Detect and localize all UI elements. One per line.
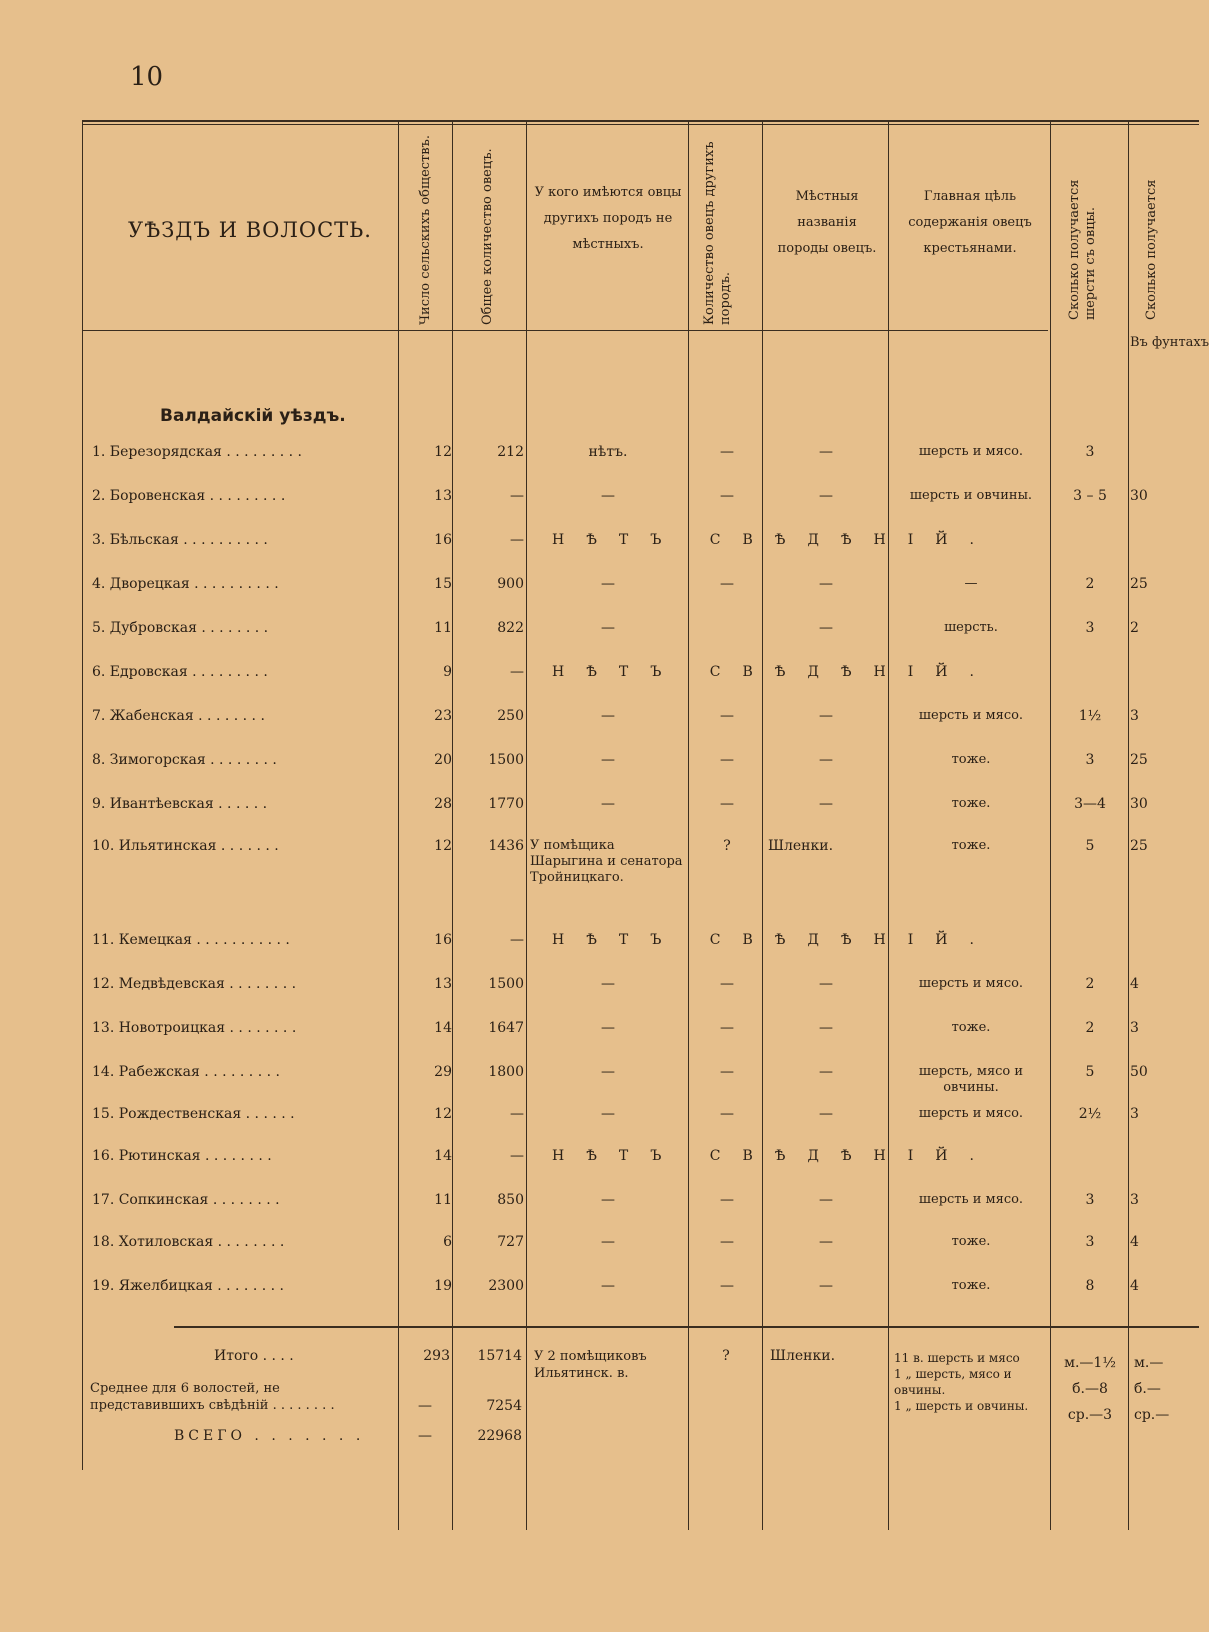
- main-goal-cell: шерсть и мясо.: [918, 976, 1024, 991]
- who-has-cell: —: [601, 1064, 615, 1080]
- total-sheep-cell: 2300: [488, 1278, 524, 1294]
- count-other-cell: —: [720, 752, 734, 768]
- wool-per-sheep-cell: 2: [1085, 976, 1095, 992]
- volost-name: 18. Хотиловская . . . . . . . .: [92, 1234, 285, 1250]
- itogo-wool-line: ср.—3: [1067, 1407, 1113, 1423]
- itogo-societies: 293: [423, 1348, 450, 1364]
- who-has-cell: —: [601, 1020, 615, 1036]
- wool-per-sheep-cell: 3: [1085, 1234, 1095, 1250]
- societies-cell: 12: [434, 1106, 452, 1122]
- volost-name: 3. Бѣльская . . . . . . . . . .: [92, 532, 268, 548]
- main-goal-cell: шерсть и овчины.: [909, 488, 1033, 503]
- table-top-rule: [82, 120, 1199, 122]
- wool-per-sheep-cell: 2: [1085, 576, 1095, 592]
- next-col-cell: 4: [1130, 1234, 1139, 1250]
- next-col-cell: 3: [1130, 708, 1139, 724]
- societies-cell: 11: [434, 620, 452, 636]
- societies-cell: 19: [434, 1278, 452, 1294]
- header-count-other: Количество овецъ другихъ породъ.: [702, 141, 733, 325]
- main-goal-cell: шерсть.: [944, 620, 998, 635]
- count-other-cell: —: [720, 1278, 734, 1294]
- main-goal-cell: шерсть и мясо.: [918, 708, 1024, 723]
- main-goal-cell: тоже.: [951, 838, 991, 853]
- who-has-cell: —: [601, 488, 615, 504]
- next-col-cell: 2: [1130, 620, 1139, 636]
- wool-per-sheep-cell: 3: [1085, 752, 1095, 768]
- volost-name: 16. Рютинская . . . . . . . .: [92, 1148, 272, 1164]
- volost-name: 13. Новотроицкая . . . . . . . .: [92, 1020, 297, 1036]
- total-sheep-cell: —: [510, 932, 524, 948]
- total-sheep-cell: 1436: [488, 838, 524, 854]
- table-row: [82, 1278, 1199, 1302]
- total-sheep-cell: 1770: [488, 796, 524, 812]
- itogo-local: Шленки.: [770, 1348, 836, 1364]
- header-uezd: УѢЗДЪ И ВОЛОСТЬ.: [128, 218, 372, 242]
- volost-name: 6. Едровская . . . . . . . . .: [92, 664, 268, 680]
- main-goal-cell: тоже.: [951, 752, 991, 767]
- table-row: [82, 1148, 1199, 1172]
- vsego-societies: —: [418, 1428, 432, 1444]
- header-bottom-rule: [82, 330, 1048, 331]
- total-sheep-cell: —: [510, 664, 524, 680]
- local-name-cell: —: [819, 1106, 833, 1122]
- header-societies: Число сельскихъ обществъ.: [418, 135, 433, 325]
- table-row: [82, 708, 1199, 732]
- wool-per-sheep-cell: 3: [1085, 1192, 1095, 1208]
- volost-name: 10. Ильятинская . . . . . . .: [92, 838, 279, 854]
- main-goal-cell: шерсть, мясо и овчины.: [918, 1064, 1024, 1095]
- societies-cell: 9: [443, 664, 452, 680]
- col-divider-5: [762, 120, 763, 1530]
- table-row: [82, 752, 1199, 776]
- itogo-edge-line: м.—: [1134, 1355, 1164, 1371]
- volost-name: 5. Дубровская . . . . . . . .: [92, 620, 269, 636]
- header-who-has: У кого имѣются овцы другихъ породъ не мѣстныхъ.: [534, 185, 682, 252]
- main-goal-cell: шерсть и мясо.: [918, 1106, 1024, 1121]
- total-sheep-cell: 1500: [488, 752, 524, 768]
- table-row: [82, 1106, 1199, 1130]
- next-col-cell: 25: [1130, 752, 1148, 768]
- no-data-cell: НѢТЪ СВѢДѢНІЙ.: [552, 1148, 996, 1164]
- wool-per-sheep-cell: 8: [1085, 1278, 1095, 1294]
- vsego-total: 22968: [477, 1428, 522, 1444]
- who-has-cell: —: [601, 796, 615, 812]
- no-data-cell: НѢТЪ СВѢДѢНІЙ.: [552, 932, 996, 948]
- itogo-goal-line: 1 „ шерсть, мясо и овчины.: [894, 1367, 1012, 1397]
- volost-name: 17. Сопкинская . . . . . . . .: [92, 1192, 280, 1208]
- itogo-wool-line: б.—8: [1072, 1381, 1108, 1397]
- vsego-label: ВСЕГО . . . . . . .: [174, 1428, 365, 1444]
- header-total-sheep: Общее количество овецъ.: [480, 148, 495, 325]
- societies-cell: 6: [443, 1234, 452, 1250]
- local-name-cell: —: [819, 444, 833, 460]
- volost-name: 14. Рабежская . . . . . . . . .: [92, 1064, 280, 1080]
- itogo-goal-line: 11 в. шерсть и мясо: [894, 1351, 1020, 1365]
- count-other-cell: —: [720, 1020, 734, 1036]
- volost-name: 8. Зимогорская . . . . . . . .: [92, 752, 277, 768]
- who-has-cell: —: [601, 1278, 615, 1294]
- local-name-cell: —: [819, 620, 833, 636]
- col-divider-3: [526, 120, 527, 1530]
- table-top-rule-thin: [82, 124, 1199, 125]
- page-number: 10: [130, 62, 164, 92]
- main-goal-cell: тоже.: [951, 1278, 991, 1293]
- table-row: [82, 664, 1199, 688]
- table-row: [82, 1192, 1199, 1216]
- count-other-cell: —: [720, 576, 734, 592]
- header-unit: Въ фунтахъ: [1130, 335, 1209, 350]
- local-name-cell: —: [819, 976, 833, 992]
- who-has-cell: —: [601, 620, 615, 636]
- itogo-goal: [894, 1350, 1046, 1414]
- volost-name: 2. Боровенская . . . . . . . . .: [92, 488, 286, 504]
- local-name-cell: —: [819, 488, 833, 504]
- table-row: [82, 444, 1199, 468]
- col-divider-6: [888, 120, 889, 1530]
- count-other-cell: —: [720, 1234, 734, 1250]
- total-sheep-cell: 1647: [488, 1020, 524, 1036]
- main-goal-cell: шерсть и мясо.: [918, 1192, 1024, 1207]
- total-sheep-cell: 822: [497, 620, 524, 636]
- wool-per-sheep-cell: 1½: [1078, 708, 1102, 724]
- total-sheep-cell: 850: [497, 1192, 524, 1208]
- wool-per-sheep-cell: 2½: [1078, 1106, 1102, 1122]
- next-col-cell: 4: [1130, 976, 1139, 992]
- count-other-cell: ?: [723, 838, 731, 854]
- col-divider-7: [1050, 120, 1051, 1530]
- count-other-cell: —: [720, 1106, 734, 1122]
- local-name-cell: —: [819, 708, 833, 724]
- who-has-cell: нѣтъ.: [588, 444, 628, 460]
- wool-per-sheep-cell: 3: [1085, 620, 1095, 636]
- who-has-cell: —: [601, 752, 615, 768]
- volost-name: 11. Кемецкая . . . . . . . . . . .: [92, 932, 290, 948]
- itogo-label: Итого . . . .: [214, 1348, 294, 1364]
- count-other-cell: —: [720, 1192, 734, 1208]
- volost-name: 15. Рождественская . . . . . .: [92, 1106, 295, 1122]
- next-col-cell: 30: [1130, 796, 1148, 812]
- local-name-cell: —: [819, 1278, 833, 1294]
- table-row: [82, 1020, 1199, 1044]
- total-sheep-cell: —: [510, 488, 524, 504]
- totals-rule: [174, 1326, 1199, 1328]
- table-row: [82, 796, 1199, 820]
- total-sheep-cell: 1500: [488, 976, 524, 992]
- total-sheep-cell: 250: [497, 708, 524, 724]
- societies-cell: 12: [434, 444, 452, 460]
- who-has-cell: —: [601, 1234, 615, 1250]
- itogo-edge: [1134, 1350, 1194, 1428]
- total-sheep-cell: —: [510, 1106, 524, 1122]
- itogo-wool-line: м.—1½: [1064, 1355, 1116, 1371]
- total-sheep-cell: —: [510, 1148, 524, 1164]
- itogo-who: У 2 помѣщиковъ Ильятинск. в.: [534, 1349, 647, 1381]
- societies-cell: 13: [434, 488, 452, 504]
- col-divider-4: [688, 120, 689, 1530]
- main-goal-cell: тоже.: [951, 1020, 991, 1035]
- table-row: [82, 532, 1199, 556]
- table-row: [82, 488, 1199, 512]
- col-divider-1: [398, 120, 399, 1530]
- wool-per-sheep-cell: 5: [1085, 838, 1095, 854]
- societies-cell: 12: [434, 838, 452, 854]
- societies-cell: 14: [434, 1148, 452, 1164]
- next-col-cell: 50: [1130, 1064, 1148, 1080]
- next-col-cell: 4: [1130, 1278, 1139, 1294]
- header-next-col: Сколько получается: [1144, 179, 1159, 320]
- header-wool-per-sheep: Сколько получается шерсти съ овцы.: [1067, 179, 1098, 320]
- main-goal-cell: тоже.: [951, 1234, 991, 1249]
- societies-cell: 20: [434, 752, 452, 768]
- header-local-names: Мѣстныя названія породы овецъ.: [777, 189, 877, 256]
- societies-cell: 14: [434, 1020, 452, 1036]
- table-row: [82, 1234, 1199, 1258]
- itogo-count: ?: [722, 1348, 730, 1364]
- who-has-cell: —: [601, 1192, 615, 1208]
- volost-name: 7. Жабенская . . . . . . . .: [92, 708, 265, 724]
- societies-cell: 23: [434, 708, 452, 724]
- count-other-cell: —: [720, 796, 734, 812]
- count-other-cell: —: [720, 488, 734, 504]
- table-row: [82, 576, 1199, 600]
- volost-name: 1. Березорядская . . . . . . . . .: [92, 444, 302, 460]
- count-other-cell: —: [720, 708, 734, 724]
- local-name-cell: —: [819, 1064, 833, 1080]
- average-label: Среднее для 6 волостей, не представившихъ свѣдѣній . . . . . . . .: [90, 1381, 335, 1413]
- wool-per-sheep-cell: 3: [1085, 444, 1095, 460]
- itogo-total: 15714: [477, 1348, 522, 1364]
- who-has-cell: —: [601, 576, 615, 592]
- district-title: Валдайскій уѣздъ.: [160, 406, 346, 426]
- count-other-cell: —: [720, 444, 734, 460]
- table-row: [82, 976, 1199, 1000]
- societies-cell: 16: [434, 932, 452, 948]
- local-name-cell: Шленки.: [768, 838, 834, 854]
- total-sheep-cell: —: [510, 532, 524, 548]
- volost-name: 4. Дворецкая . . . . . . . . . .: [92, 576, 279, 592]
- wool-per-sheep-cell: 3—4: [1074, 796, 1106, 812]
- societies-cell: 28: [434, 796, 452, 812]
- next-col-cell: 30: [1130, 488, 1148, 504]
- itogo-wool: [1054, 1350, 1126, 1428]
- societies-cell: 11: [434, 1192, 452, 1208]
- table-row: [82, 838, 1199, 885]
- societies-cell: 16: [434, 532, 452, 548]
- wool-per-sheep-cell: 2: [1085, 1020, 1095, 1036]
- local-name-cell: —: [819, 1234, 833, 1250]
- next-col-cell: 3: [1130, 1106, 1139, 1122]
- who-has-cell: —: [601, 708, 615, 724]
- wool-per-sheep-cell: 3 – 5: [1073, 488, 1107, 504]
- volost-name: 9. Ивантѣевская . . . . . .: [92, 796, 268, 812]
- societies-cell: 15: [434, 576, 452, 592]
- no-data-cell: НѢТЪ СВѢДѢНІЙ.: [552, 664, 996, 680]
- next-col-cell: 3: [1130, 1192, 1139, 1208]
- average-societies: —: [418, 1398, 432, 1414]
- itogo-goal-line: 1 „ шерсть и овчины.: [894, 1399, 1029, 1413]
- statistics-table: [82, 120, 1209, 1530]
- main-goal-cell: шерсть и мясо.: [918, 444, 1024, 459]
- who-has-cell: —: [601, 1106, 615, 1122]
- who-has-cell: —: [601, 976, 615, 992]
- total-sheep-cell: 900: [497, 576, 524, 592]
- who-has-cell: У помѣщика Шарыгина и сенатора Тройницкаго.: [530, 838, 683, 885]
- table-row: [82, 1064, 1199, 1095]
- header-main-goal: Главная цѣль содержанія овецъ крестьянами.: [908, 189, 1032, 256]
- volost-name: 12. Медвѣдевская . . . . . . . .: [92, 976, 297, 992]
- total-sheep-cell: 1800: [488, 1064, 524, 1080]
- local-name-cell: —: [819, 752, 833, 768]
- total-sheep-cell: 727: [497, 1234, 524, 1250]
- societies-cell: 13: [434, 976, 452, 992]
- no-data-cell: НѢТЪ СВѢДѢНІЙ.: [552, 532, 996, 548]
- itogo-edge-line: ср.—: [1134, 1407, 1170, 1423]
- table-row: [82, 620, 1199, 644]
- societies-cell: 29: [434, 1064, 452, 1080]
- average-total: 7254: [486, 1398, 522, 1414]
- local-name-cell: —: [819, 1020, 833, 1036]
- col-divider-8: [1128, 120, 1129, 1530]
- table-row: [82, 932, 1199, 956]
- col-divider-2: [452, 120, 453, 1530]
- next-col-cell: 25: [1130, 576, 1148, 592]
- local-name-cell: —: [819, 796, 833, 812]
- itogo-edge-line: б.—: [1134, 1381, 1161, 1397]
- main-goal-cell: тоже.: [951, 796, 991, 811]
- count-other-cell: —: [720, 1064, 734, 1080]
- total-sheep-cell: 212: [497, 444, 524, 460]
- local-name-cell: —: [819, 576, 833, 592]
- left-border: [82, 120, 83, 1470]
- count-other-cell: —: [720, 976, 734, 992]
- wool-per-sheep-cell: 5: [1085, 1064, 1095, 1080]
- next-col-cell: 25: [1130, 838, 1148, 854]
- next-col-cell: 3: [1130, 1020, 1139, 1036]
- main-goal-cell: —: [964, 576, 978, 591]
- volost-name: 19. Яжелбицкая . . . . . . . .: [92, 1278, 284, 1294]
- local-name-cell: —: [819, 1192, 833, 1208]
